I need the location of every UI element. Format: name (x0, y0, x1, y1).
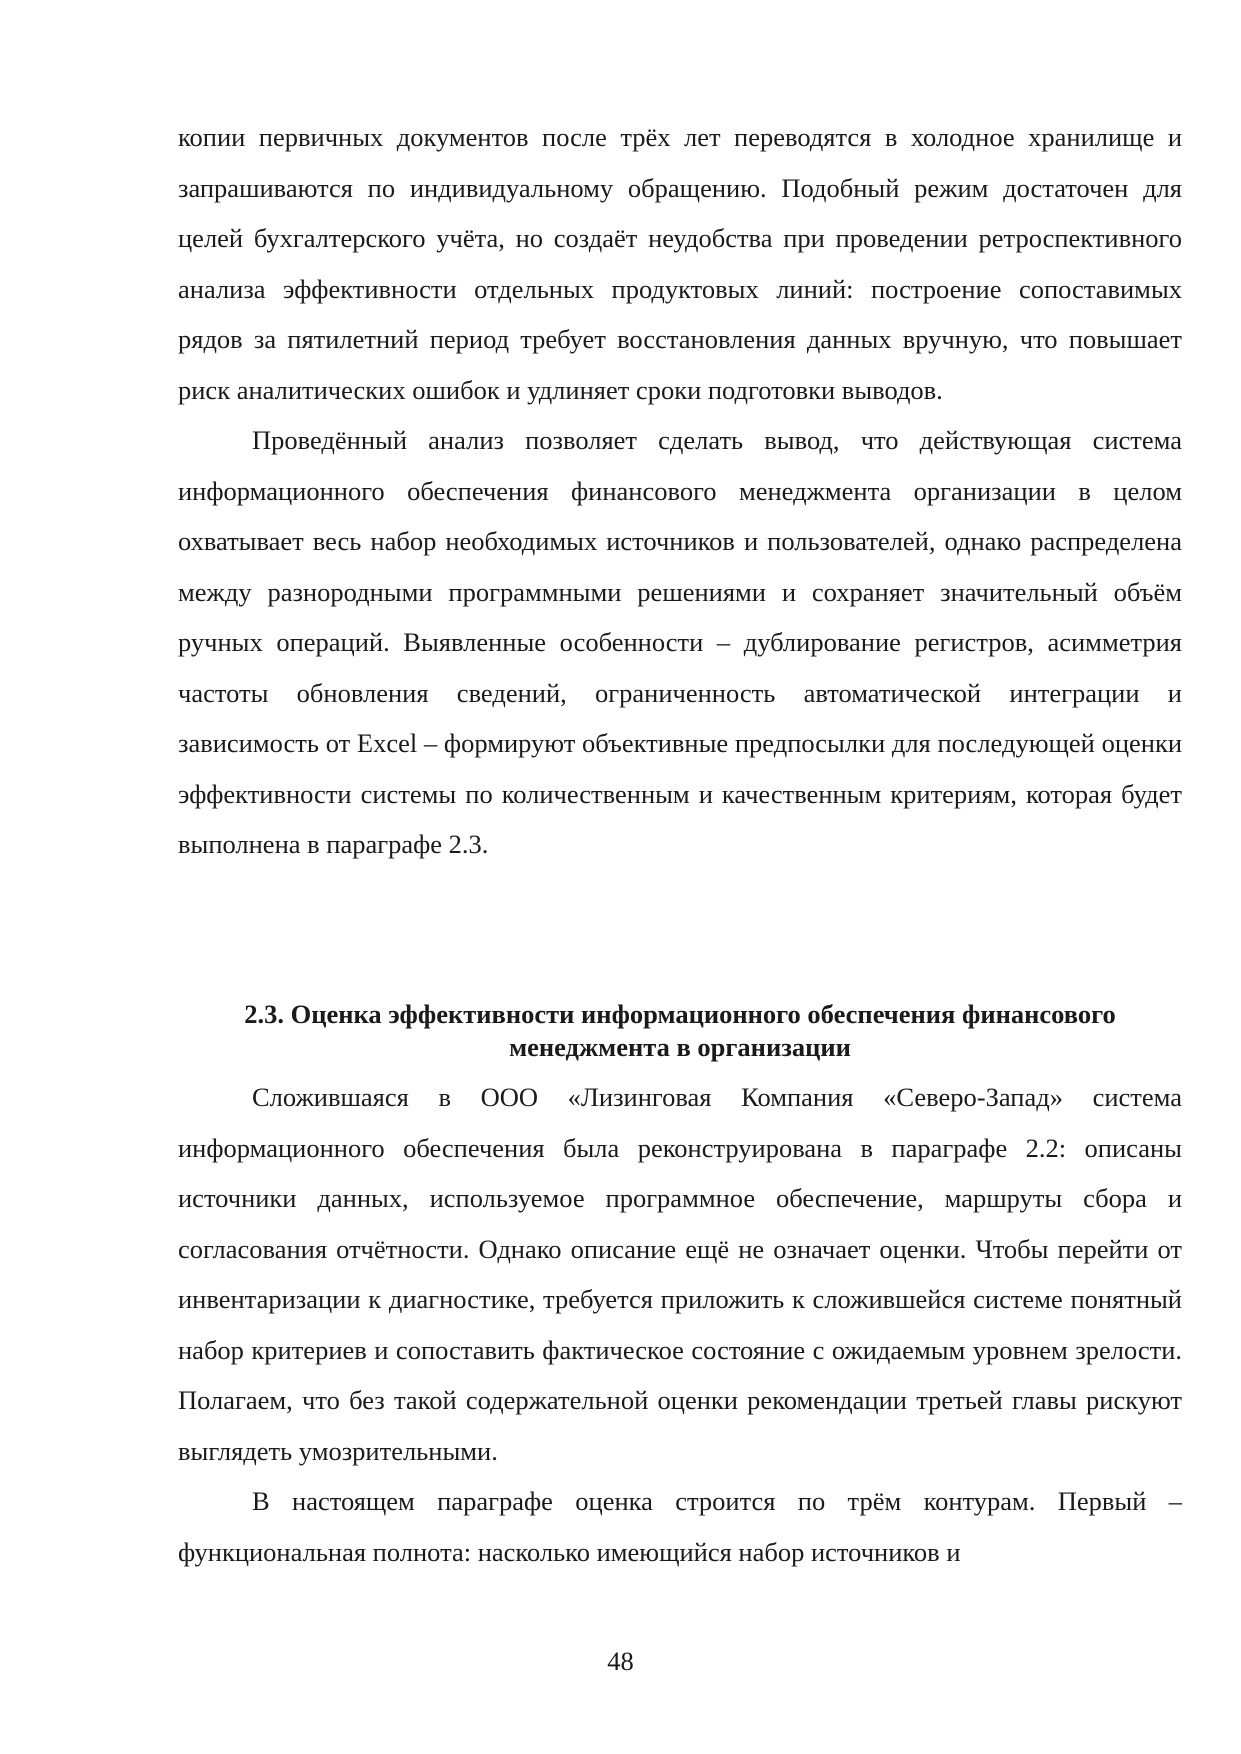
page-number: 48 (607, 1646, 634, 1676)
paragraph-conclusion: Проведённый анализ позволяет сделать вывод, что действующая система информационного обеспечения финансового менеджмента организации в целом охватывает весь набор необходимых источников и пользователей, однако распределена между разнородными программными решениями и сохраняет значительный объём ручных операций. Выявленные особенности – дублирование регистров, асимметрия частоты обновления сведений, ограниченность автоматической интеграции и зависимость от Excel – формируют объективные предпосылки для последующей оценки эффективности системы по количественным и качественным критериям, которая будет выполнена в параграфе 2.3. (178, 425, 1182, 859)
body-text-top (178, 112, 1182, 870)
body-text-bottom (178, 1072, 1182, 1577)
section-heading-line2: менеджмента в организации (509, 1032, 851, 1062)
section-heading (178, 998, 1182, 1064)
paragraph-criteria: В настоящем параграфе оценка строится по трём контурам. Первый – функциональная полнота: насколько имеющийся набор источников и (178, 1486, 1182, 1567)
paragraph-intro: Сложившаяся в ООО «Лизинговая Компания «Северо-Запад» система информационного обеспечения была реконструирована в параграфе 2.2: описаны источники данных, используемое программное обеспечение, маршруты сбора и согласования отчётности. Однако описание ещё не означает оценки. Чтобы перейти от инвентаризации к диагностике, требуется приложить к сложившейся системе понятный набор критериев и сопоставить фактическое состояние с ожидаемым уровнем зрелости. Полагаем, что без такой содержательной оценки рекомендации третьей главы рискуют выглядеть умозрительными. (178, 1082, 1182, 1466)
section-heading-line1: 2.3. Оценка эффективности информационного обеспечения финансового (244, 999, 1116, 1029)
paragraph-continuation: копии первичных документов после трёх лет переводятся в холодное хранилище и запрашиваются по индивидуальному обращению. Подобный режим достаточен для целей бухгалтерского учёта, но создаёт неудобства при проведении ретроспективного анализа эффективности отдельных продуктовых линий: построение сопоставимых рядов за пятилетний период требует восстановления данных вручную, что повышает риск аналитических ошибок и удлиняет сроки подготовки выводов. (178, 122, 1182, 405)
